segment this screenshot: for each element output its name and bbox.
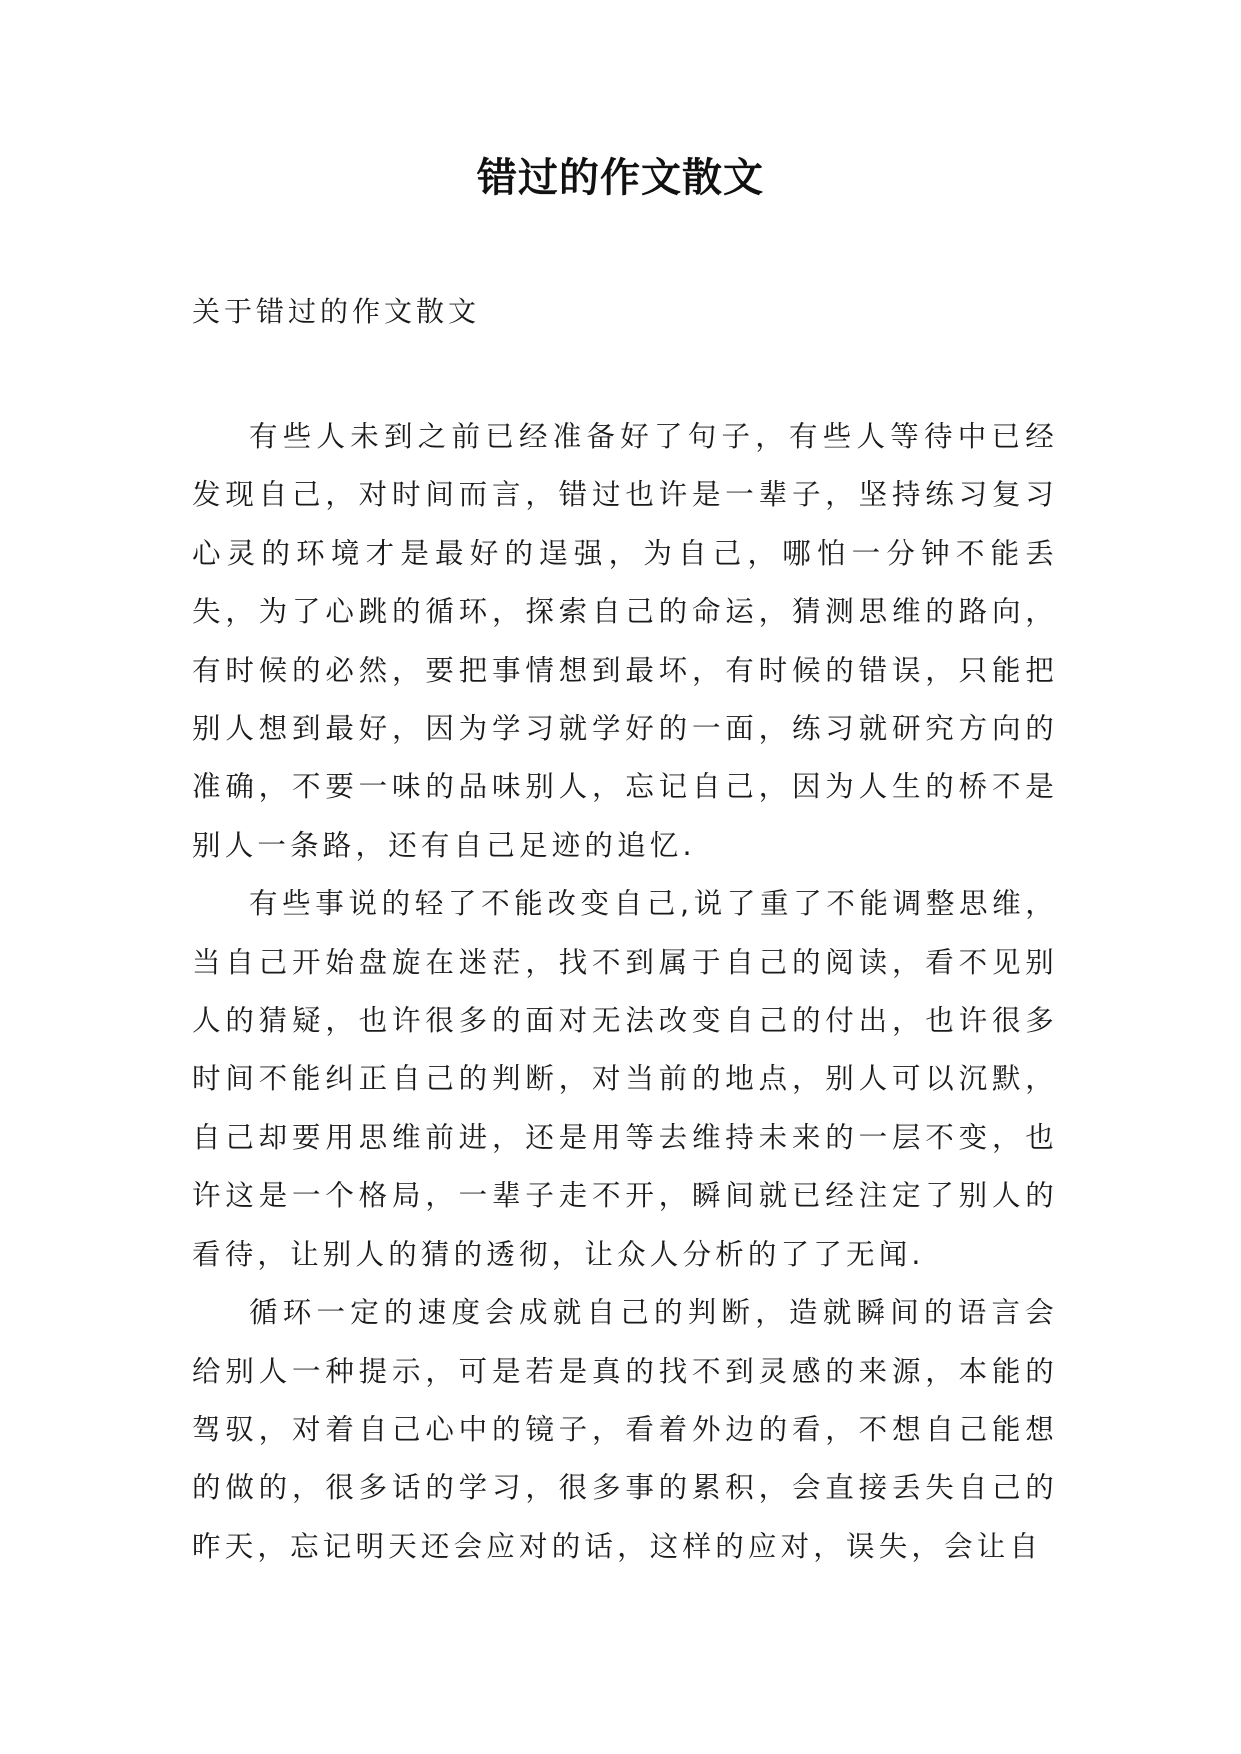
paragraph-3: 循环一定的速度会成就自己的判断，造就瞬间的语言会给别人一种提示，可是若是真的找不到灵感的来源，本能的驾驭，对着自己心中的镜子，看着外边的看，不想自己能想的做的，很多话的学习，很多事的累积，会直接丢失自己的昨天，忘记明天还会应对的话，这样的应对，误失，会让自 [192,1296,1058,1563]
document-title: 错过的作文散文 [477,154,764,201]
document-subtitle: 关于错过的作文散文 [192,295,481,328]
paragraph-2: 有些事说的轻了不能改变自己,说了重了不能调整思维，当自己开始盘旋在迷茫，找不到属于自己的阅读，看不见别人的猜疑，也许很多的面对无法改变自己的付出，也许很多时间不能纠正自己的判断，对当前的地点，别人可以沉默，自己却要用思维前进，还是用等去维持未来的一层不变，也许这是一个格局，一辈子走不开，瞬间就已经注定了别人的看待，让别人的猜的透彻，让众人分析的了了无闻. [192,887,1058,1271]
document-body [192,408,1058,1576]
paragraph-1: 有些人未到之前已经准备好了句子，有些人等待中已经发现自己，对时间而言，错过也许是一辈子，坚持练习复习心灵的环境才是最好的逞强，为自己，哪怕一分钟不能丢失，为了心跳的循环，探索自己的命运，猜测思维的路向，有时候的必然，要把事情想到最坏，有时候的错误，只能把别人想到最好，因为学习就学好的一面，练习就研究方向的准确，不要一味的品味别人，忘记自己，因为人生的桥不是别人一条路，还有自己足迹的追忆. [192,420,1058,862]
